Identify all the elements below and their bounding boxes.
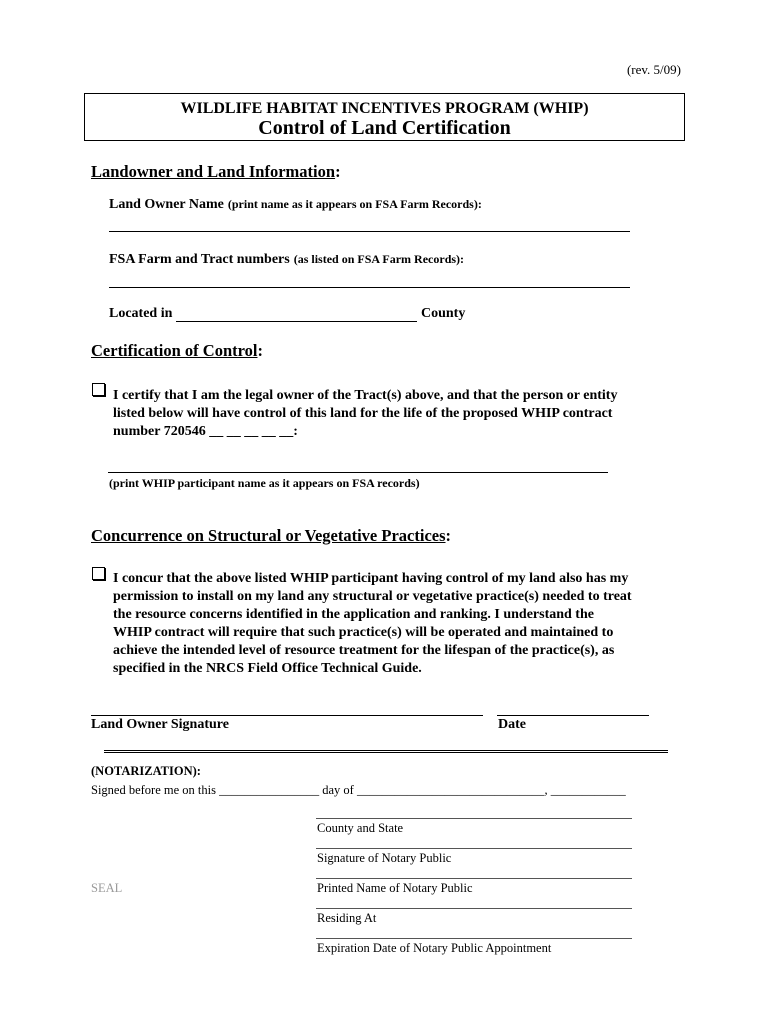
owner-signature-field[interactable] <box>91 715 483 716</box>
owner-name-label-row <box>109 195 482 213</box>
concur-checkbox[interactable] <box>92 567 105 580</box>
certification-heading: Certification of Control: <box>91 341 263 360</box>
participant-name-field[interactable] <box>108 472 608 473</box>
landowner-heading: Landowner and Land Information: <box>91 162 341 181</box>
title-box <box>84 93 685 141</box>
printed-name-label: Printed Name of Notary Public <box>317 881 473 895</box>
owner-name-label: Land Owner Name <box>109 197 224 212</box>
county-label: County <box>421 306 466 321</box>
participant-name-note: (print WHIP participant name as it appears on FSA records) <box>109 476 420 490</box>
notarization-heading: (NOTARIZATION): <box>91 764 201 778</box>
revision-label: (rev. 5/09) <box>626 62 681 77</box>
seal-label: SEAL <box>91 881 123 895</box>
farm-tract-field[interactable] <box>109 287 630 288</box>
owner-signature-label: Land Owner Signature <box>91 717 229 732</box>
residing-at-field[interactable] <box>316 908 632 909</box>
notary-signature-field[interactable] <box>316 848 632 849</box>
owner-name-note: (print name as it appears on FSA Farm Records): <box>227 197 482 211</box>
concurrence-heading: Concurrence on Structural or Vegetative Practices: <box>91 526 452 545</box>
day-blank[interactable]: ________________ <box>219 783 320 797</box>
month-year-blank[interactable]: ______________________________, ____________ <box>356 783 626 797</box>
signed-before-label: Signed before me on this <box>91 783 216 797</box>
notary-signature-label: Signature of Notary Public <box>317 851 452 865</box>
concurrence-statement: I concur that the above listed WHIP participant having control of my land also has my permission to install on my land any structural or vegetative practice(s) needed to treat the resource concerns identified in the application and ranking. I understand the WHIP contract will require that such practice(s) will be operated and maintained to achieve the intended level of resource treatment for the lifespan of the practice(s), as specified in the NRCS Field Office Technical Guide. <box>113 571 632 676</box>
located-in-label: Located in <box>109 306 173 321</box>
signed-before-row <box>91 783 626 798</box>
expiration-label: Expiration Date of Notary Public Appointment <box>317 941 552 955</box>
certification-statement: I certify that I am the legal owner of the Tract(s) above, and that the person or entity listed below will have control of this land for the life of the proposed WHIP contract number 720546 __ __ __ __ __: <box>113 388 618 439</box>
program-title: WILDLIFE HABITAT INCENTIVES PROGRAM (WHIP) <box>180 100 589 117</box>
county-state-label: County and State <box>317 821 404 835</box>
section-divider <box>104 750 668 753</box>
form-title: Control of Land Certification <box>258 117 511 139</box>
date-label: Date <box>498 717 526 732</box>
residing-at-label: Residing At <box>317 911 377 925</box>
county-state-field[interactable] <box>316 818 632 819</box>
farm-tract-label: FSA Farm and Tract numbers <box>109 252 290 267</box>
farm-tract-label-row <box>109 250 464 268</box>
certify-checkbox[interactable] <box>92 383 105 396</box>
printed-name-field[interactable] <box>316 878 632 879</box>
day-of-label: day of <box>322 783 354 797</box>
county-field[interactable] <box>176 321 417 322</box>
farm-tract-note: (as listed on FSA Farm Records): <box>293 252 465 266</box>
date-field[interactable] <box>497 715 649 716</box>
expiration-field[interactable] <box>316 938 632 939</box>
owner-name-field[interactable] <box>109 231 630 232</box>
